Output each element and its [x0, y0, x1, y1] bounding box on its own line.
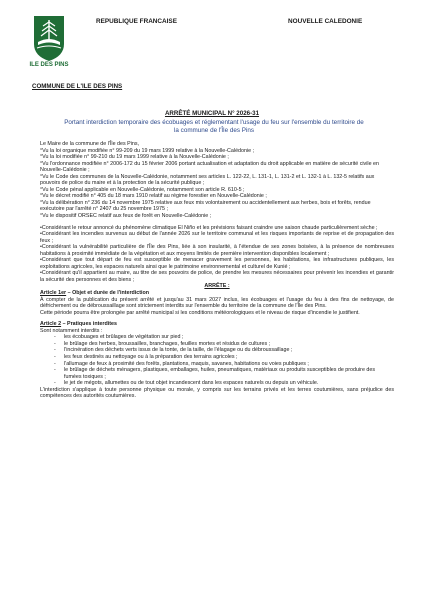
- list-item: - les feux destinés au nettoyage ou à la préparation des terrains agricoles ;: [54, 354, 394, 361]
- visa-line: °Vu le Code pénal applicable en Nouvelle-Calédonie, notamment son article R. 610-5 ;: [40, 186, 245, 193]
- logo-caption: ILE DES PINS: [29, 62, 69, 68]
- considerant-paragraph: •Considérant le retour annoncé du phénomène climatique El Niño et les prévisions faisant craindre une saison chaude particulièrement sèche ;: [40, 224, 378, 231]
- considerants-section: [40, 225, 394, 284]
- subtitle-line-1: Portant interdiction temporaire des écobuages et réglementant l'usage du feu sur l'ensemble du territoire de: [64, 119, 364, 126]
- prohibited-practices-list: [40, 334, 394, 386]
- considerant-paragraph: •Considérant les incendies survenus au début de l'année 2026 sur le territoire communal et les risques importants de reprise et de propagation des feux ;: [40, 231, 394, 244]
- list-item: - les écobuages et brûlages de végétation sur pied ;: [54, 334, 394, 341]
- article-1-title: – Objet et durée de l'interdiction: [66, 290, 150, 297]
- article-2-title: – Pratiques interdites: [61, 321, 117, 328]
- article-1-label: Article 1er: [40, 290, 67, 297]
- list-item: - le jet de mégots, allumettes ou de tout objet incandescent dans les espaces naturels ou depuis un véhicule.: [54, 380, 394, 387]
- visa-line: °Vu la délibération n° 236 du 14 novembre 1975 relative aux feux mis volontairement ou accidentellement aux herbes, bois et forêts, rendue exécutoire par l'arrêté n° 2407 du 25 novembre 1975 ;: [40, 199, 371, 213]
- document-body: [40, 141, 394, 400]
- considerant-paragraph: •Considérant la vulnérabilité particulière de l'Île des Pins, liée à son insularité, à l'étendue de ses zones boisées, à la présence de nombreuses habitations à proximité immédiate de la végétation et aux moyens limités de première intervention disponibles localement ;: [40, 244, 394, 257]
- visas-section: [40, 141, 394, 220]
- list-item: - le brûlage des herbes, broussailles, branchages, feuilles mortes et résidus de cultures ;: [54, 341, 394, 348]
- header-republic: REPUBLIQUE FRANCAISE: [96, 18, 177, 25]
- list-item: - l'incinération des déchets verts issus de la tonte, de la taille, de l'élagage ou du débroussaillage ;: [54, 347, 394, 354]
- article-2-intro: Sont notamment interdits :: [40, 327, 103, 334]
- commune-logo-icon: [32, 14, 66, 62]
- visa-line: °Vu la loi organique modifiée n° 99-209 du 19 mars 1999 relative à la Nouvelle-Calédonie ;: [40, 147, 255, 154]
- list-item: - le brûlage de déchets ménagers, plastiques, emballages, huiles, pneumatiques, matériaux ou produits susceptibles de produire des fumées toxiques ;: [54, 367, 394, 380]
- list-item: - l'allumage de feux à proximité des forêts, plantations, maquis, savanes, habitations ou voies publiques ;: [54, 361, 394, 368]
- arrete-heading: ARRÊTE :: [204, 283, 230, 290]
- visa-line: °Vu le Code des communes de la Nouvelle-Calédonie, notamment ses articles L. 122-22, L. 131-1, L. 131-2 et L. 132-1 à L. 132-5 relatifs aux pouvoirs de police du maire et à la protection de la sécurité publique ;: [40, 173, 375, 187]
- visa-line: °Vu le décret modifié n° 405 du 18 mars 1910 relatif au régime forestier en Nouvelle-Calédonie ;: [40, 193, 267, 200]
- visa-line: °Vu la loi modifiée n° 99-210 du 19 mars 1999 relative à la Nouvelle-Calédonie ;: [40, 154, 229, 161]
- article-2-label: Article 2: [40, 321, 62, 328]
- considerant-paragraph: •Considérant qu'il appartient au maire, au titre de ses pouvoirs de police, de prendre les mesures nécessaires pour prévenir les incendies et garantir la sécurité des personnes et des biens ;: [40, 270, 394, 283]
- considerant-paragraph: •Considérant que tout départ de feu est susceptible de menacer gravement les personnes, les habitations, les infrastructures publiques, les exploitations agricoles, les espaces naturels ainsi que le patrimoine environnemental et culturel de Kunié ;: [40, 257, 394, 270]
- header-territory: NOUVELLE CALEDONIE: [288, 18, 363, 25]
- arrete-title: ARRÊTÉ MUNICIPAL N° 2026-31: [164, 110, 260, 117]
- article-1-paragraph-1: À compter de la publication du présent arrêté et jusqu'au 31 mars 2027 inclus, les écobuages et l'usage du feu à des fins de nettoyage, de défrichement ou de débroussaillage sont strictement interdits sur l'ensemble du territoire de la commune de l'Île des Pins.: [40, 296, 394, 310]
- visa-line: Le Maire de la commune de l'Île des Pins,: [40, 141, 140, 147]
- arrete-subtitle: [64, 119, 364, 134]
- article-2-closing: L'interdiction s'applique à toute personne physique ou morale, y compris sur les terrains privés et les terres coutumières, sans préjudice des compétences des autorités coutumières.: [40, 386, 394, 400]
- subtitle-line-2: la commune de l'Île des Pins: [174, 126, 254, 134]
- visa-line: °Vu le dispositif ORSEC relatif aux feux de forêt en Nouvelle-Calédonie ;: [40, 213, 212, 220]
- article-1-paragraph-2: Cette période pourra être prolongée par arrêté municipal si les conditions météorologiques et le niveau de risque d'incendie le justifient.: [40, 309, 360, 316]
- commune-name: COMMUNE DE L'ILE DES PINS: [32, 83, 123, 90]
- visa-line: °Vu l'ordonnance modifiée n° 2006-172 du 15 février 2006 portant actualisation et adaptation du droit applicable en matière de sécurité civile en Nouvelle-Calédonie ;: [40, 160, 380, 174]
